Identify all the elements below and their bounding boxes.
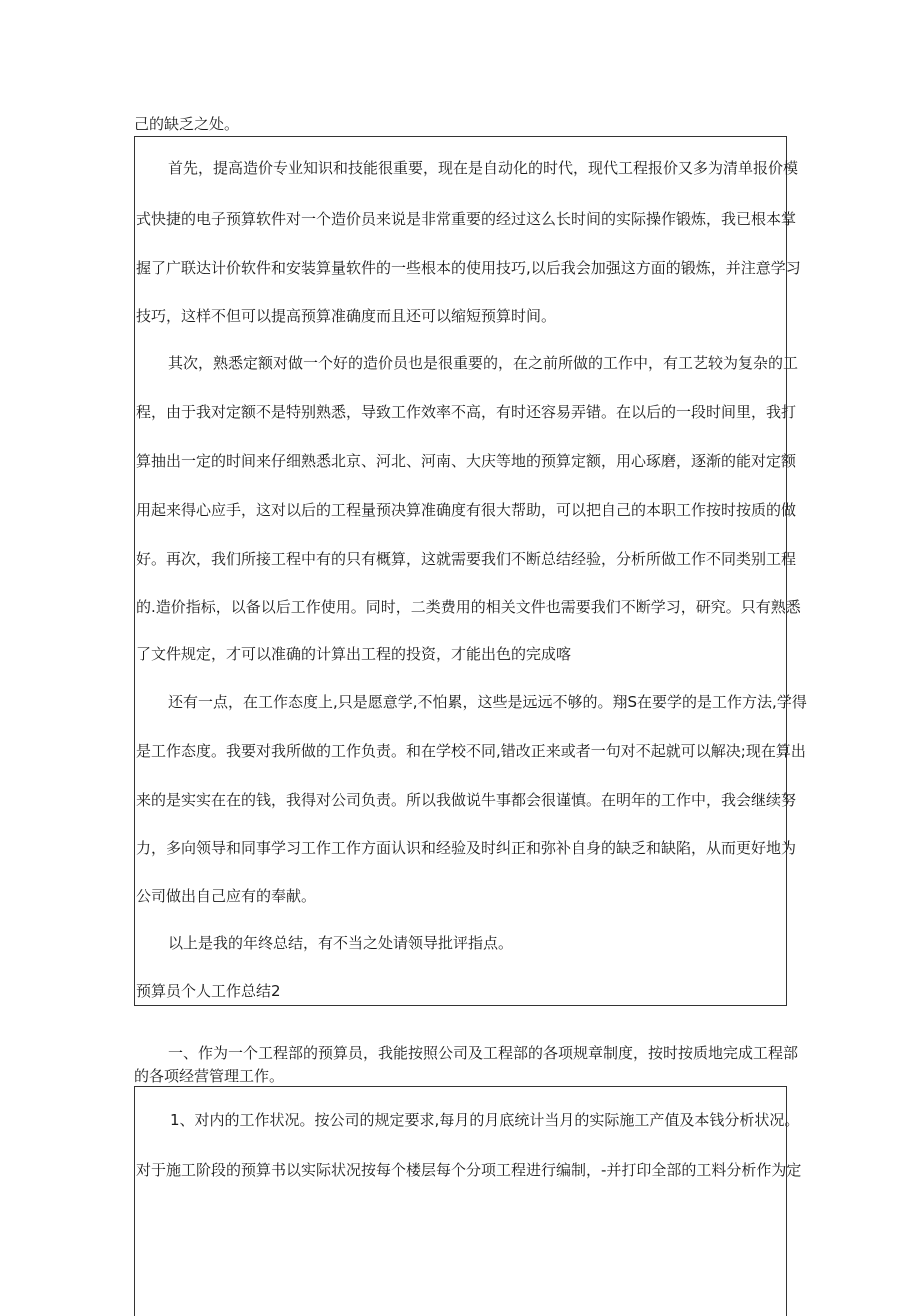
paragraph-1-line: 握了广联达计价软件和安装算量软件的一些根本的使用技巧,以后我会加强这方面的锻炼，并注意学习	[136, 259, 801, 277]
paragraph-2-line: 的.造价指标，以备以后工作使用。同时，二类费用的相关文件也需要我们不断学习，研究。只有熟悉	[136, 598, 801, 616]
paragraph-2-line: 其次，熟悉定额对做一个好的造价员也是很重要的，在之前所做的工作中，有工艺较为复杂的工	[168, 354, 799, 372]
paragraph-1-line: 式快捷的电子预算软件对一个造价员来说是非常重要的经过这么长时间的实际操作锻炼，我已根本掌	[136, 210, 797, 228]
paragraph-2-line: 程，由于我对定额不是特别熟悉，导致工作效率不高，有时还容易弄错。在以后的一段时间里，我打	[136, 403, 797, 421]
section-intro-line: 一、作为一个工程部的预算员，我能按照公司及工程部的各项规章制度，按时按质地完成工程部	[168, 1044, 799, 1062]
section-heading: 预算员个人工作总结2	[136, 982, 281, 1000]
paragraph-3-line: 是工作态度。我要对我所做的工作负责。和在学校不同,错改正来或者一句对不起就可以解决;现在算出	[136, 742, 806, 760]
box2-line: 1、对内的工作状况。按公司的规定要求,每月的月底统计当月的实际施工产值及本钱分析状况。	[170, 1111, 800, 1129]
paragraph-1-line: 技巧，这样不但可以提高预算准确度而且还可以缩短预算时间。	[136, 307, 557, 325]
paragraph-2-line: 好。再次，我们所接工程中有的只有概算，这就需要我们不断总结经验，分析所做工作不同类别工程	[136, 550, 797, 568]
paragraph-2-line: 用起来得心应手，这对以后的工程量预决算准确度有很大帮助，可以把自己的本职工作按时按质的做	[136, 501, 797, 519]
paragraph-3-line: 来的是实实在在的钱，我得对公司负责。所以我做说牛事都会很谨慎。在明年的工作中，我会继续努	[136, 791, 797, 809]
paragraph-2-line: 算抽出一定的时间来仔细熟悉北京、河北、河南、大庆等地的预算定额，用心琢磨，逐渐的能对定额	[136, 452, 797, 470]
paragraph-3-line: 公司做出自己应有的奉献。	[136, 887, 317, 905]
paragraph-1-line: 首先，提高造价专业知识和技能很重要，现在是自动化的时代，现代工程报价又多为清单报价模	[168, 159, 799, 177]
box2-line: 对于施工阶段的预算书以实际状况按每个楼层每个分项工程进行编制，-并打印全部的工料分析作为定	[136, 1161, 802, 1179]
section-intro-line: 的各项经营管理工作。	[134, 1067, 285, 1085]
continuation-text: 己的缺乏之处。	[134, 115, 240, 133]
paragraph-3-line: 还有一点，在工作态度上,只是愿意学,不怕累，这些是远远不够的。翔S在要学的是工作方法,学得	[168, 693, 807, 711]
paragraph-2-line: 了文件规定，才可以准确的计算出工程的投资，才能出色的完成喀	[136, 645, 572, 663]
paragraph-3-line: 力，多向领导和同事学习工作工作方面认识和经验及时纠正和弥补自身的缺乏和缺陷，从而更好地为	[136, 839, 797, 857]
conclusion-line: 以上是我的年终总结，有不当之处请领导批评指点。	[168, 934, 514, 952]
